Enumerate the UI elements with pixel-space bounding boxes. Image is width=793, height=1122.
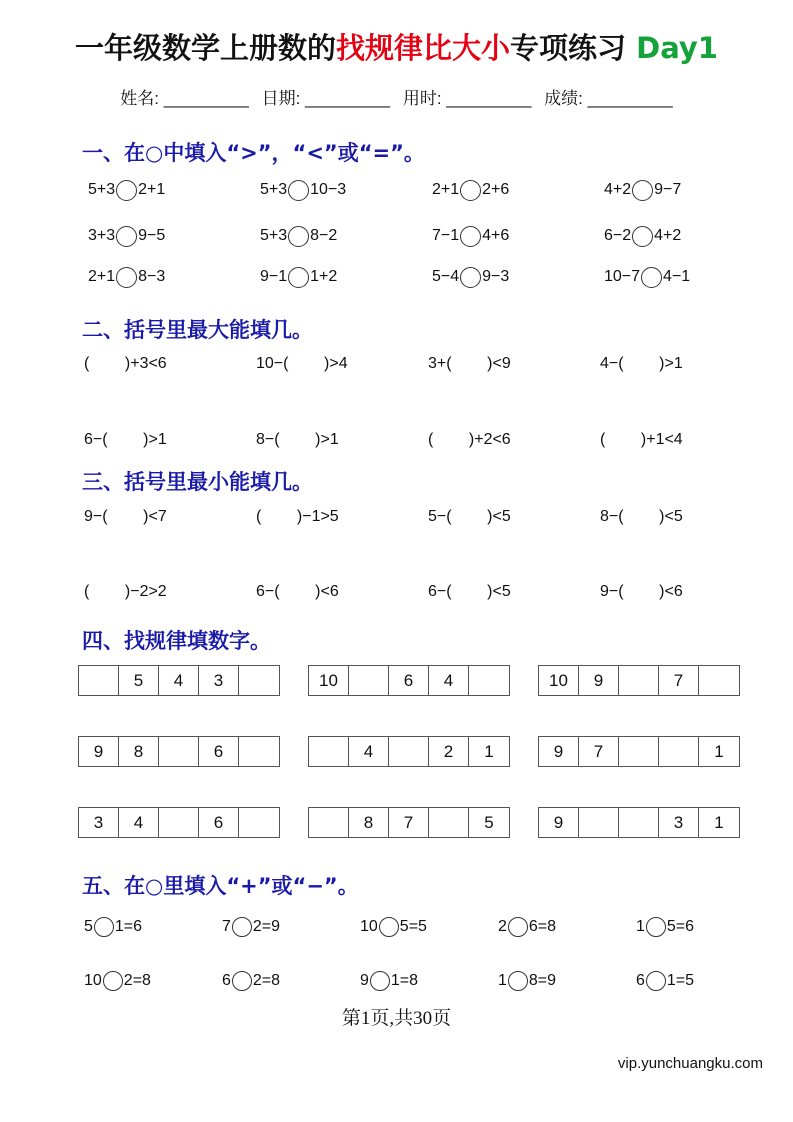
blank-box[interactable] xyxy=(579,808,619,837)
page-footer: 第1页,共30页 xyxy=(341,1008,452,1029)
expr-text: 2+6 xyxy=(482,181,510,198)
expr-text: 10−7 xyxy=(604,268,641,285)
answer-paren[interactable]: ( ) xyxy=(600,431,647,448)
blank-box[interactable] xyxy=(159,737,199,766)
expr-text: 4+6 xyxy=(482,227,510,244)
number-box: 7 xyxy=(579,737,619,766)
blank-box[interactable] xyxy=(659,737,699,766)
number-box: 2 xyxy=(429,737,469,766)
blank-box[interactable] xyxy=(239,808,279,837)
compare-item xyxy=(260,175,346,205)
pattern-sequence xyxy=(308,736,510,767)
operator-item xyxy=(360,966,418,996)
expr-text: 4−1 xyxy=(663,268,691,285)
compare-item xyxy=(432,175,509,205)
expr-text: 2=8 xyxy=(252,972,281,989)
fill-item xyxy=(428,425,511,455)
compare-item xyxy=(88,221,165,251)
blank-box[interactable] xyxy=(159,808,199,837)
answer-paren[interactable]: ( ) xyxy=(283,355,330,372)
answer-paren[interactable]: ( ) xyxy=(84,583,131,600)
answer-paren[interactable]: ( ) xyxy=(618,583,665,600)
expr-text: 5+3 xyxy=(260,227,288,244)
expr-text: −1>5 xyxy=(302,508,339,525)
expr-text: 6 xyxy=(222,972,231,989)
operator-item xyxy=(222,912,280,942)
expr-text: 10 xyxy=(360,918,378,935)
number-box: 3 xyxy=(199,666,239,695)
answer-circle[interactable] xyxy=(508,917,528,937)
answer-circle[interactable] xyxy=(116,267,137,288)
answer-paren[interactable]: ( ) xyxy=(274,583,321,600)
expr-text: >1 xyxy=(148,431,167,448)
pattern-sequence xyxy=(538,807,740,838)
number-box: 9 xyxy=(579,666,619,695)
expr-text: 6− xyxy=(256,583,275,600)
answer-circle[interactable] xyxy=(232,971,252,991)
answer-paren[interactable]: ( ) xyxy=(446,355,493,372)
answer-circle[interactable] xyxy=(94,917,114,937)
answer-paren[interactable]: ( ) xyxy=(102,508,149,525)
fill-item xyxy=(428,349,511,379)
blank-box[interactable] xyxy=(239,666,279,695)
answer-paren[interactable]: ( ) xyxy=(84,355,131,372)
expr-text: 5=5 xyxy=(399,918,427,935)
expr-text: 2+1 xyxy=(138,181,166,198)
blank-box[interactable] xyxy=(389,737,429,766)
number-box: 4 xyxy=(119,808,159,837)
answer-circle[interactable] xyxy=(232,917,252,937)
fill-item xyxy=(84,349,167,379)
answer-paren[interactable]: ( ) xyxy=(618,508,665,525)
answer-paren[interactable]: ( ) xyxy=(428,431,475,448)
fill-item xyxy=(256,502,339,532)
answer-circle[interactable] xyxy=(646,917,666,937)
pattern-sequence xyxy=(78,665,280,696)
answer-circle[interactable] xyxy=(370,971,390,991)
number-box: 7 xyxy=(389,808,429,837)
number-box: 4 xyxy=(429,666,469,695)
answer-paren[interactable]: ( ) xyxy=(446,508,493,525)
date-field[interactable]: 日期: _________ xyxy=(261,89,391,108)
expr-text: 4+2 xyxy=(604,181,632,198)
expr-text: >1 xyxy=(664,355,683,372)
expr-text: 5+3 xyxy=(260,181,288,198)
expr-text: 2=8 xyxy=(123,972,151,989)
pattern-sequence xyxy=(308,807,510,838)
blank-box[interactable] xyxy=(619,737,659,766)
title-part3: 专项练习 xyxy=(510,31,627,65)
expr-text: 9 xyxy=(360,972,369,989)
operator-item xyxy=(84,966,151,996)
compare-item xyxy=(604,262,690,292)
section-5-heading: 五、在○里填入“+”或“−”。 xyxy=(82,874,359,898)
expr-text: <6 xyxy=(320,583,339,600)
number-box: 5 xyxy=(484,812,494,832)
answer-circle[interactable] xyxy=(288,226,309,247)
expr-text: 10−3 xyxy=(310,181,347,198)
expr-text: 6=8 xyxy=(528,918,557,935)
expr-text: +3<6 xyxy=(130,355,167,372)
answer-circle[interactable] xyxy=(288,267,309,288)
answer-circle[interactable] xyxy=(288,180,309,201)
expr-text: 3+3 xyxy=(88,227,116,244)
page-title xyxy=(0,26,793,67)
number-box: 7 xyxy=(659,666,699,695)
expr-text: 9−7 xyxy=(654,181,682,198)
expr-text: 8− xyxy=(600,508,619,525)
answer-paren[interactable]: ( ) xyxy=(102,431,149,448)
info-line xyxy=(0,84,793,109)
answer-circle[interactable] xyxy=(116,180,137,201)
compare-item xyxy=(604,221,681,251)
answer-circle[interactable] xyxy=(460,180,481,201)
expr-text: 2 xyxy=(498,918,507,935)
fill-item xyxy=(600,349,683,379)
expr-text: 9−3 xyxy=(482,268,510,285)
fill-item xyxy=(600,577,683,607)
expr-text: 2+1 xyxy=(88,268,116,285)
expr-text: <9 xyxy=(492,355,511,372)
number-box: 1 xyxy=(484,741,494,761)
blank-box[interactable] xyxy=(309,808,349,837)
number-box: 10 xyxy=(539,666,579,695)
blank-box[interactable] xyxy=(619,666,659,695)
expr-text: 5 xyxy=(84,918,93,935)
operator-item xyxy=(636,966,694,996)
answer-circle[interactable] xyxy=(379,917,399,937)
blank-box[interactable] xyxy=(349,666,389,695)
site-watermark: vip.yunchuangku.com xyxy=(617,1055,763,1072)
answer-paren[interactable]: ( ) xyxy=(446,583,493,600)
operator-item xyxy=(84,912,142,942)
expr-text: 8− xyxy=(256,431,275,448)
section-2-heading: 二、括号里最大能填几。 xyxy=(82,318,313,342)
time-field[interactable]: 用时: _________ xyxy=(402,89,532,108)
expr-text: 10− xyxy=(256,355,284,372)
number-box: 4 xyxy=(159,666,199,695)
expr-text: 5+3 xyxy=(88,181,116,198)
expr-text: 8−2 xyxy=(310,227,338,244)
answer-paren[interactable]: ( ) xyxy=(256,508,303,525)
pattern-sequence xyxy=(78,807,280,838)
compare-item xyxy=(604,175,681,205)
expr-text: 6− xyxy=(84,431,103,448)
fill-item xyxy=(256,577,339,607)
pattern-sequence xyxy=(78,736,280,767)
number-box: 8 xyxy=(119,737,159,766)
title-day: Day1 xyxy=(636,31,718,65)
expr-text: 4+2 xyxy=(654,227,682,244)
section-1-heading: 一、在○中填入“>”，“<”或“=”。 xyxy=(82,141,425,165)
answer-circle[interactable] xyxy=(646,971,666,991)
operator-item xyxy=(222,966,280,996)
number-box: 9 xyxy=(539,808,579,837)
title-part1: 一年级数学上册数的 xyxy=(75,31,337,65)
number-box: 9 xyxy=(539,737,579,766)
expr-text: 5−4 xyxy=(432,268,460,285)
fill-item xyxy=(84,577,167,607)
blank-box[interactable] xyxy=(239,737,279,766)
expr-text: 2=9 xyxy=(252,918,281,935)
operator-item xyxy=(360,912,427,942)
expr-text: 1=6 xyxy=(114,918,143,935)
blank-box[interactable] xyxy=(469,666,509,695)
expr-text: 9− xyxy=(84,508,103,525)
blank-box[interactable] xyxy=(429,808,469,837)
pattern-sequence xyxy=(538,665,740,696)
expr-text: >4 xyxy=(329,355,348,372)
number-box: 3 xyxy=(659,808,699,837)
answer-paren[interactable]: ( ) xyxy=(618,355,665,372)
name-field[interactable]: 姓名: _________ xyxy=(120,89,249,108)
fill-item xyxy=(256,425,339,455)
blank-box[interactable] xyxy=(619,808,659,837)
expr-text: 1=5 xyxy=(666,972,695,989)
compare-item xyxy=(260,262,337,292)
expr-text: 2+1 xyxy=(432,181,460,198)
answer-circle[interactable] xyxy=(641,267,662,288)
blank-box[interactable] xyxy=(79,666,119,695)
expr-text: 1+2 xyxy=(310,268,338,285)
expr-text: +1<4 xyxy=(646,431,683,448)
answer-circle[interactable] xyxy=(116,226,137,247)
expr-text: <6 xyxy=(664,583,683,600)
expr-text: −2>2 xyxy=(130,583,167,600)
answer-paren[interactable]: ( ) xyxy=(274,431,321,448)
answer-circle[interactable] xyxy=(632,226,653,247)
expr-text: 10 xyxy=(84,972,102,989)
pattern-sequence xyxy=(538,736,740,767)
expr-text: 1 xyxy=(498,972,507,989)
expr-text: 1 xyxy=(636,918,645,935)
answer-circle[interactable] xyxy=(103,971,123,991)
fill-item xyxy=(256,349,348,379)
expr-text: 9−5 xyxy=(138,227,166,244)
number-box: 3 xyxy=(79,808,119,837)
expr-text: 9− xyxy=(600,583,619,600)
number-box: 1 xyxy=(714,812,724,832)
expr-text: 7−1 xyxy=(432,227,460,244)
expr-text: 8−3 xyxy=(138,268,166,285)
section-4-heading: 四、找规律填数字。 xyxy=(82,629,271,653)
answer-circle[interactable] xyxy=(632,180,653,201)
score-field[interactable]: 成绩: _________ xyxy=(544,89,673,108)
number-box: 4 xyxy=(349,737,389,766)
compare-item xyxy=(260,221,337,251)
expr-text: <5 xyxy=(492,583,511,600)
expr-text: 5=6 xyxy=(666,918,695,935)
fill-item xyxy=(600,502,683,532)
pattern-sequence xyxy=(308,665,510,696)
operator-item xyxy=(498,966,556,996)
title-part2: 找规律比大小 xyxy=(336,31,511,65)
expr-text: +2<6 xyxy=(474,431,511,448)
expr-text: 5− xyxy=(428,508,447,525)
expr-text: 9−1 xyxy=(260,268,288,285)
expr-text: 8=9 xyxy=(528,972,557,989)
fill-item xyxy=(84,425,167,455)
expr-text: >1 xyxy=(320,431,339,448)
expr-text: 6−2 xyxy=(604,227,632,244)
fill-item xyxy=(84,502,167,532)
expr-text: 1=8 xyxy=(390,972,419,989)
operator-item xyxy=(636,912,694,942)
compare-item xyxy=(88,175,165,205)
number-box: 6 xyxy=(199,808,239,837)
section-3-heading: 三、括号里最小能填几。 xyxy=(82,470,313,494)
answer-circle[interactable] xyxy=(460,226,481,247)
expr-text: 6− xyxy=(428,583,447,600)
compare-item xyxy=(88,262,165,292)
number-box: 10 xyxy=(309,666,349,695)
expr-text: <5 xyxy=(492,508,511,525)
fill-item xyxy=(428,502,511,532)
expr-text: 7 xyxy=(222,918,231,935)
blank-box[interactable] xyxy=(699,666,739,695)
number-box: 1 xyxy=(714,741,724,761)
number-box: 6 xyxy=(389,666,429,695)
expr-text: 6 xyxy=(636,972,645,989)
number-box: 8 xyxy=(349,808,389,837)
operator-item xyxy=(498,912,556,942)
number-box: 9 xyxy=(79,737,119,766)
expr-text: <5 xyxy=(664,508,683,525)
answer-circle[interactable] xyxy=(460,267,481,288)
compare-item xyxy=(432,221,509,251)
expr-text: 4− xyxy=(600,355,619,372)
compare-item xyxy=(432,262,509,292)
number-box: 6 xyxy=(199,737,239,766)
number-box: 5 xyxy=(119,666,159,695)
fill-item xyxy=(600,425,683,455)
answer-circle[interactable] xyxy=(508,971,528,991)
expr-text: 3+ xyxy=(428,355,447,372)
expr-text: <7 xyxy=(148,508,167,525)
fill-item xyxy=(428,577,511,607)
blank-box[interactable] xyxy=(309,737,349,766)
